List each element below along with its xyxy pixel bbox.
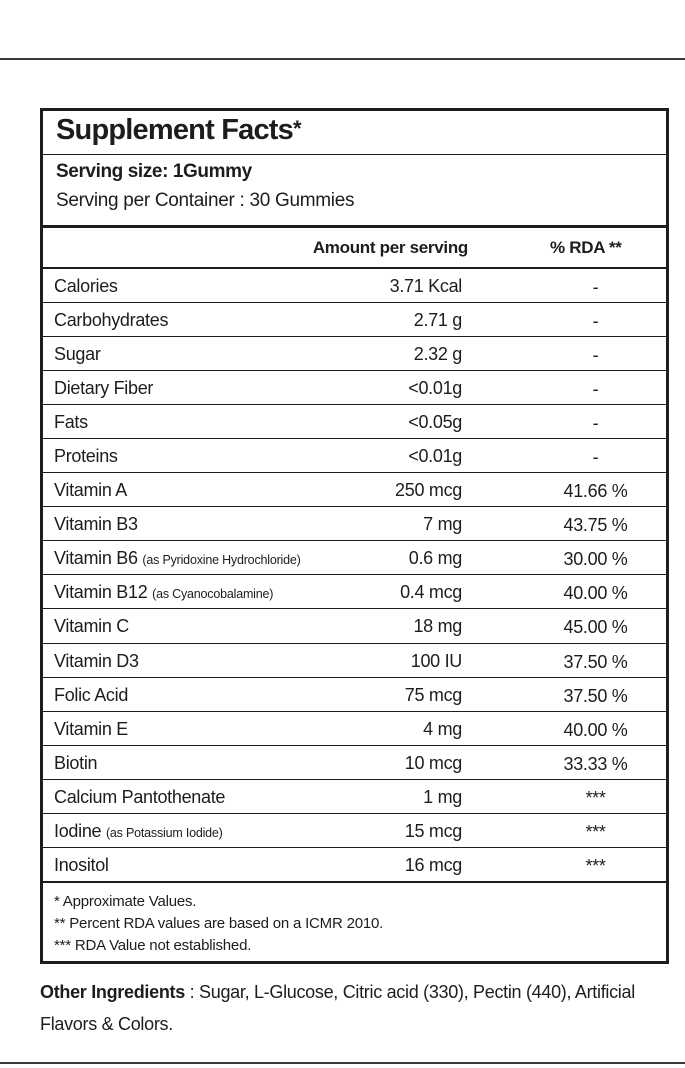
rda-percent: - <box>592 447 599 468</box>
nutrient-name <box>54 821 223 842</box>
other-ingredients-label: Other Ingredients <box>40 982 185 1002</box>
footnote: *** RDA Value not established. <box>54 937 252 954</box>
nutrient-name <box>54 855 109 876</box>
amount-per-serving: 18 mg <box>413 616 462 637</box>
nutrient-label: Vitamin E <box>54 718 129 739</box>
nutrient-label: Biotin <box>54 752 98 773</box>
nutrient-name <box>54 616 129 637</box>
panel-title <box>56 114 301 147</box>
nutrient-name <box>54 582 273 603</box>
nutrient-name <box>54 514 138 535</box>
table-row <box>43 678 666 712</box>
table-row <box>43 337 666 371</box>
nutrient-name <box>54 412 88 433</box>
rda-percent: 30.00 % <box>563 549 628 570</box>
nutrient-label: Vitamin B3 <box>54 514 138 535</box>
nutrient-name <box>54 719 128 740</box>
nutrient-source-note: (as Potassium Iodide) <box>105 825 223 840</box>
rda-percent: - <box>592 311 599 332</box>
table-row <box>43 507 666 541</box>
nutrient-label: Inositol <box>54 854 109 875</box>
nutrient-name <box>54 548 301 569</box>
other-ingredients-text: : Sugar, L-Glucose, Citric acid (330), Pectin (440), Artificial Flavors & Colors. <box>40 982 635 1034</box>
rda-percent: *** <box>585 855 606 876</box>
footnote-divider <box>43 881 666 883</box>
amount-per-serving: 3.71 Kcal <box>389 276 462 296</box>
amount-per-serving: 250 mcg <box>395 480 462 501</box>
nutrient-name <box>54 651 139 672</box>
amount-per-serving: <0.01g <box>408 446 462 467</box>
rda-percent: 45.00 % <box>563 617 628 638</box>
table-row <box>43 814 666 848</box>
rda-percent: - <box>592 345 599 366</box>
amount-per-serving: 75 mcg <box>404 684 462 705</box>
table-row <box>43 780 666 814</box>
nutrient-label: Calories <box>54 276 118 296</box>
table-row <box>43 371 666 405</box>
rda-percent: 43.75 % <box>563 515 628 536</box>
rda-percent: 37.50 % <box>563 685 628 706</box>
table-row <box>43 473 666 507</box>
nutrient-table <box>43 269 666 882</box>
rda-percent: 40.00 % <box>563 583 628 604</box>
other-ingredients <box>40 976 660 1040</box>
title-divider <box>43 154 666 155</box>
amount-per-serving: 7 mg <box>423 514 462 535</box>
table-row <box>43 439 666 473</box>
nutrient-label: Fats <box>54 412 88 433</box>
nutrient-name <box>54 344 101 365</box>
serving-size: Serving size: 1Gummy <box>56 161 252 182</box>
rda-percent: *** <box>585 787 606 808</box>
table-row <box>43 848 666 882</box>
amount-per-serving: 2.32 g <box>413 344 462 365</box>
table-row <box>43 746 666 780</box>
amount-per-serving: 0.6 mg <box>408 548 462 569</box>
rda-percent: 37.50 % <box>563 651 628 672</box>
amount-per-serving: 100 IU <box>410 650 462 671</box>
nutrient-label: Proteins <box>54 446 118 467</box>
amount-per-serving: 15 mcg <box>404 820 462 841</box>
nutrient-name <box>54 276 118 297</box>
footnote: ** Percent RDA values are based on a ICMR 2010. <box>54 915 384 932</box>
nutrient-source-note: (as Cyanocobalamine) <box>152 587 274 602</box>
title-text: Supplement Facts <box>56 114 293 146</box>
nutrient-name <box>54 310 168 331</box>
supplement-facts-panel <box>40 108 669 964</box>
top-divider <box>0 58 685 60</box>
amount-per-serving: 16 mcg <box>404 854 462 875</box>
amount-per-serving: 4 mg <box>423 718 462 739</box>
bottom-divider <box>0 1062 685 1064</box>
serving-divider <box>43 225 666 228</box>
serving-per-container: Serving per Container : 30 Gummies <box>56 190 355 211</box>
amount-column-header: Amount per serving <box>312 238 468 257</box>
table-row <box>43 575 666 609</box>
rda-percent: - <box>592 413 599 434</box>
rda-percent: *** <box>585 821 606 842</box>
amount-per-serving: <0.01g <box>408 378 462 399</box>
nutrient-name <box>54 480 127 501</box>
rda-percent: - <box>592 277 599 297</box>
rda-column-header: % RDA ** <box>550 238 622 257</box>
nutrient-label: Folic Acid <box>54 684 129 705</box>
nutrient-name <box>54 685 128 706</box>
rda-percent: 33.33 % <box>563 753 628 774</box>
nutrient-name <box>54 753 97 774</box>
nutrient-label: Vitamin A <box>54 480 128 501</box>
nutrient-label: Dietary Fiber <box>54 378 154 399</box>
table-row <box>43 269 666 303</box>
table-row <box>43 541 666 575</box>
footnote: * Approximate Values. <box>54 893 197 910</box>
table-row <box>43 609 666 643</box>
nutrient-label: Vitamin C <box>54 616 129 637</box>
nutrient-label: Vitamin D3 <box>54 650 139 671</box>
nutrient-name <box>54 446 118 467</box>
nutrient-label: Iodine <box>54 820 102 841</box>
table-row <box>43 405 666 439</box>
table-row <box>43 644 666 678</box>
nutrient-label: Vitamin B12 <box>54 582 148 603</box>
amount-per-serving: 0.4 mcg <box>400 582 462 603</box>
nutrient-label: Calcium Pantothenate <box>54 786 226 807</box>
amount-per-serving: <0.05g <box>408 412 462 433</box>
nutrient-label: Vitamin B6 <box>54 548 138 569</box>
table-row <box>43 712 666 746</box>
amount-per-serving: 1 mg <box>423 786 462 807</box>
rda-percent: - <box>592 379 599 400</box>
title-asterisk: * <box>292 116 301 141</box>
nutrient-label: Carbohydrates <box>54 310 169 331</box>
rda-percent: 41.66 % <box>563 481 628 502</box>
amount-per-serving: 10 mcg <box>404 752 462 773</box>
table-row <box>43 303 666 337</box>
nutrient-name <box>54 787 225 808</box>
rda-percent: 40.00 % <box>563 719 628 740</box>
nutrient-name <box>54 378 153 399</box>
amount-per-serving: 2.71 g <box>413 310 462 331</box>
nutrient-label: Sugar <box>54 344 101 365</box>
nutrient-source-note: (as Pyridoxine Hydrochloride) <box>142 553 301 568</box>
footnotes <box>54 891 383 957</box>
